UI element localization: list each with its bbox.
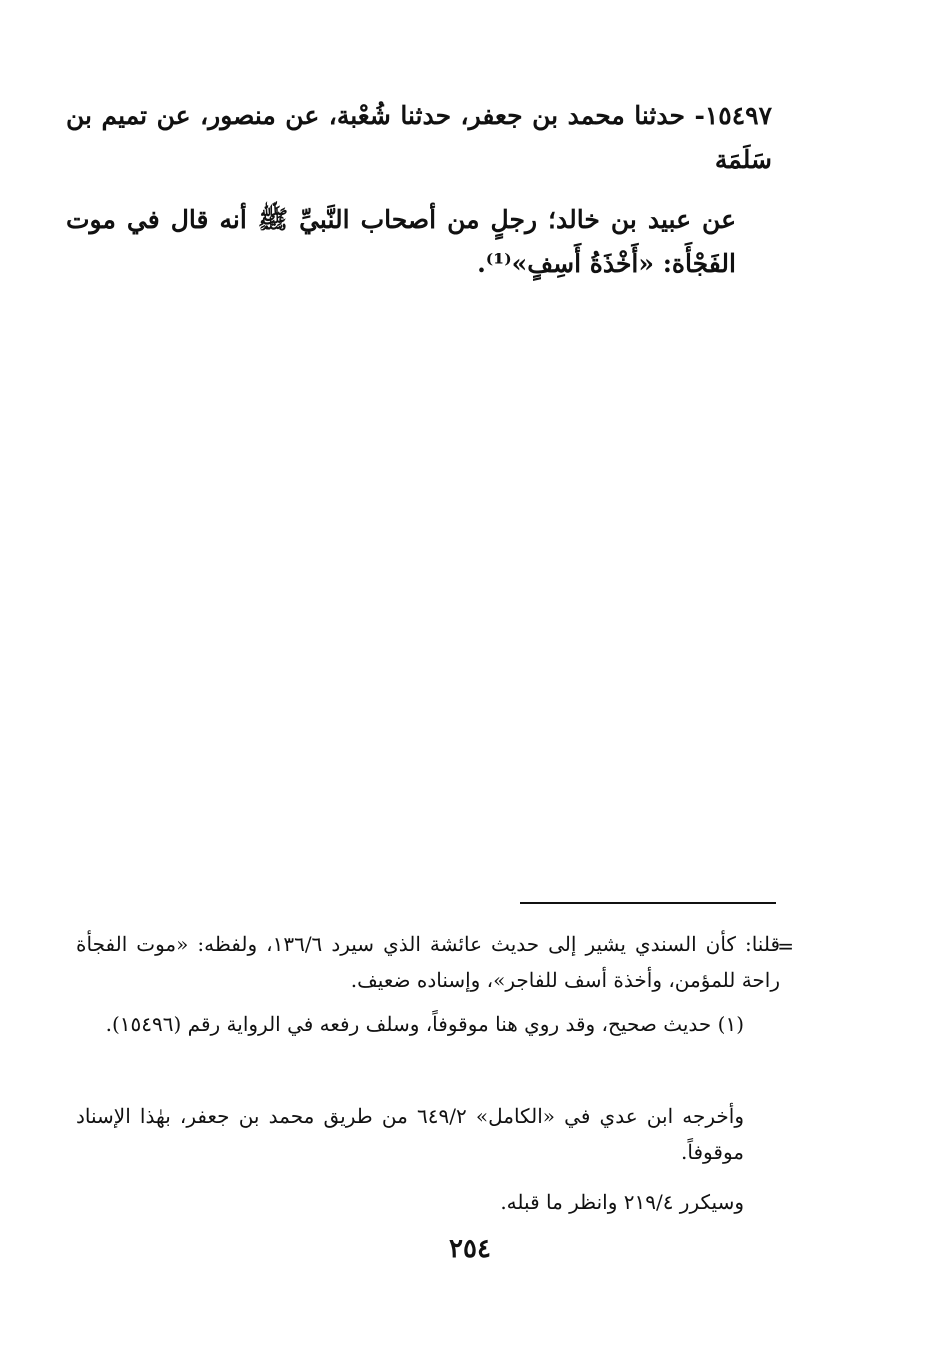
continuation-mark: =: [777, 934, 794, 958]
footnote-1-extra2: وسيكرر ٢١٩/٤ وانظر ما قبله.: [500, 1190, 744, 1214]
page-number: ٢٥٤: [449, 1234, 491, 1264]
footnote-separator: [520, 902, 776, 904]
footnote-1: (١) حديث صحيح، وقد روي هنا موقوفاً، وسلف رفعه في الرواية رقم (١٥٤٩٦).: [105, 1012, 744, 1036]
footnote-1-extra: وأخرجه ابن عدي في «الكامل» ٦٤٩/٢ من طريق محمد بن جعفر، بهٰذا الإسناد موقوفاً.: [76, 1104, 745, 1164]
footnote-continuation: قلنا: كأن السندي يشير إلى حديث عائشة الذي سيرد ١٣٦/٦، ولفظه: «موت الفجأة راحة للمؤمن، وأخذة أسف للفاجر»، وإسناده ضعيف.: [76, 932, 781, 992]
hadith-heading: ١٥٤٩٧- حدثنا محمد بن جعفر، حدثنا شُعْبة، عن منصور، عن تميم بن سَلَمَة: [66, 101, 772, 174]
hadith-text: عن عبيد بن خالد؛ رجلٍ من أصحاب النَّبيِّ ﷺ أنه قال في موت الفَجْأَة: «أَخْذَةُ أَسِفٍ»⁽¹⁾.: [66, 205, 736, 278]
